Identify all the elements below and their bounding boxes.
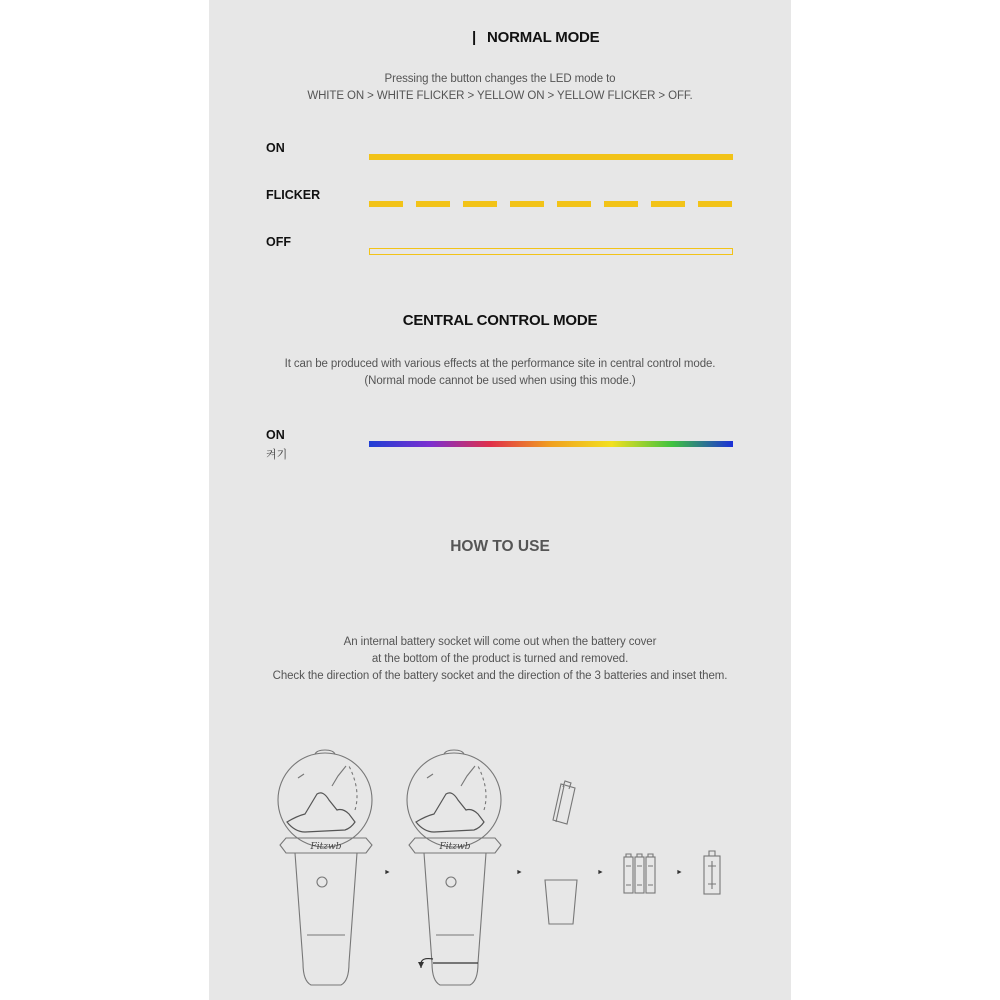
- flicker-dash: [510, 201, 544, 207]
- on-led-bar: [369, 154, 733, 160]
- central-desc-line2: (Normal mode cannot be used when using this mode.): [364, 375, 636, 387]
- normal-mode-desc-line1: Pressing the button changes the LED mode to: [384, 73, 616, 85]
- battery-socket-icon: [545, 781, 577, 924]
- flicker-dash: [557, 201, 591, 207]
- central-on-sublabel: 켜기: [266, 449, 288, 461]
- on-label: ON: [266, 141, 285, 155]
- off-led-bar: [369, 248, 733, 255]
- flicker-dash: [416, 201, 450, 207]
- step-arrow-4: ►: [676, 869, 683, 876]
- normal-mode-title: NORMAL MODE: [486, 29, 600, 46]
- heading-marker: |: [472, 29, 476, 46]
- central-mode-description: [0, 356, 1000, 390]
- flicker-dash: [651, 201, 685, 207]
- normal-mode-desc-line2: WHITE ON > WHITE FLICKER > YELLOW ON > YELLOW FLICKER > OFF.: [307, 90, 693, 102]
- central-on-label: ON: [266, 428, 285, 442]
- how-to-use-title: HOW TO USE: [450, 538, 550, 555]
- batteries-icon: [624, 854, 655, 893]
- flicker-dash: [369, 201, 403, 207]
- normal-mode-description: [0, 71, 1000, 105]
- step-arrow-3: ►: [597, 869, 604, 876]
- how-to-desc-line1: An internal battery socket will come out when the battery cover: [343, 636, 657, 648]
- rainbow-led-bar: [369, 441, 733, 447]
- flicker-label: FLICKER: [266, 188, 321, 202]
- logo-text: Fitzwb: [310, 842, 342, 852]
- step-arrow-1: ►: [384, 869, 391, 876]
- lightstick-rotate-icon: [407, 750, 501, 985]
- how-to-use-description: [0, 634, 1000, 685]
- central-desc-line1: It can be produced with various effects at the performance site in central control mode.: [284, 358, 716, 370]
- off-label: OFF: [266, 235, 291, 249]
- normal-mode-heading: [472, 29, 600, 46]
- assembled-socket-icon: [704, 851, 720, 894]
- flicker-dash: [604, 201, 638, 207]
- lightstick-icon: [278, 750, 372, 985]
- central-mode-title: CENTRAL CONTROL MODE: [402, 312, 598, 329]
- how-to-desc-line2: at the bottom of the product is turned and removed.: [371, 653, 629, 665]
- flicker-dash: [463, 201, 497, 207]
- logo-text-2: Fitzwb: [439, 842, 471, 852]
- how-to-desc-line3: Check the direction of the battery socket and the direction of the 3 batteries and inset them.: [272, 670, 728, 682]
- how-to-use-illustration: [0, 740, 1000, 1000]
- step-arrow-2: ►: [516, 869, 523, 876]
- flicker-dash: [698, 201, 732, 207]
